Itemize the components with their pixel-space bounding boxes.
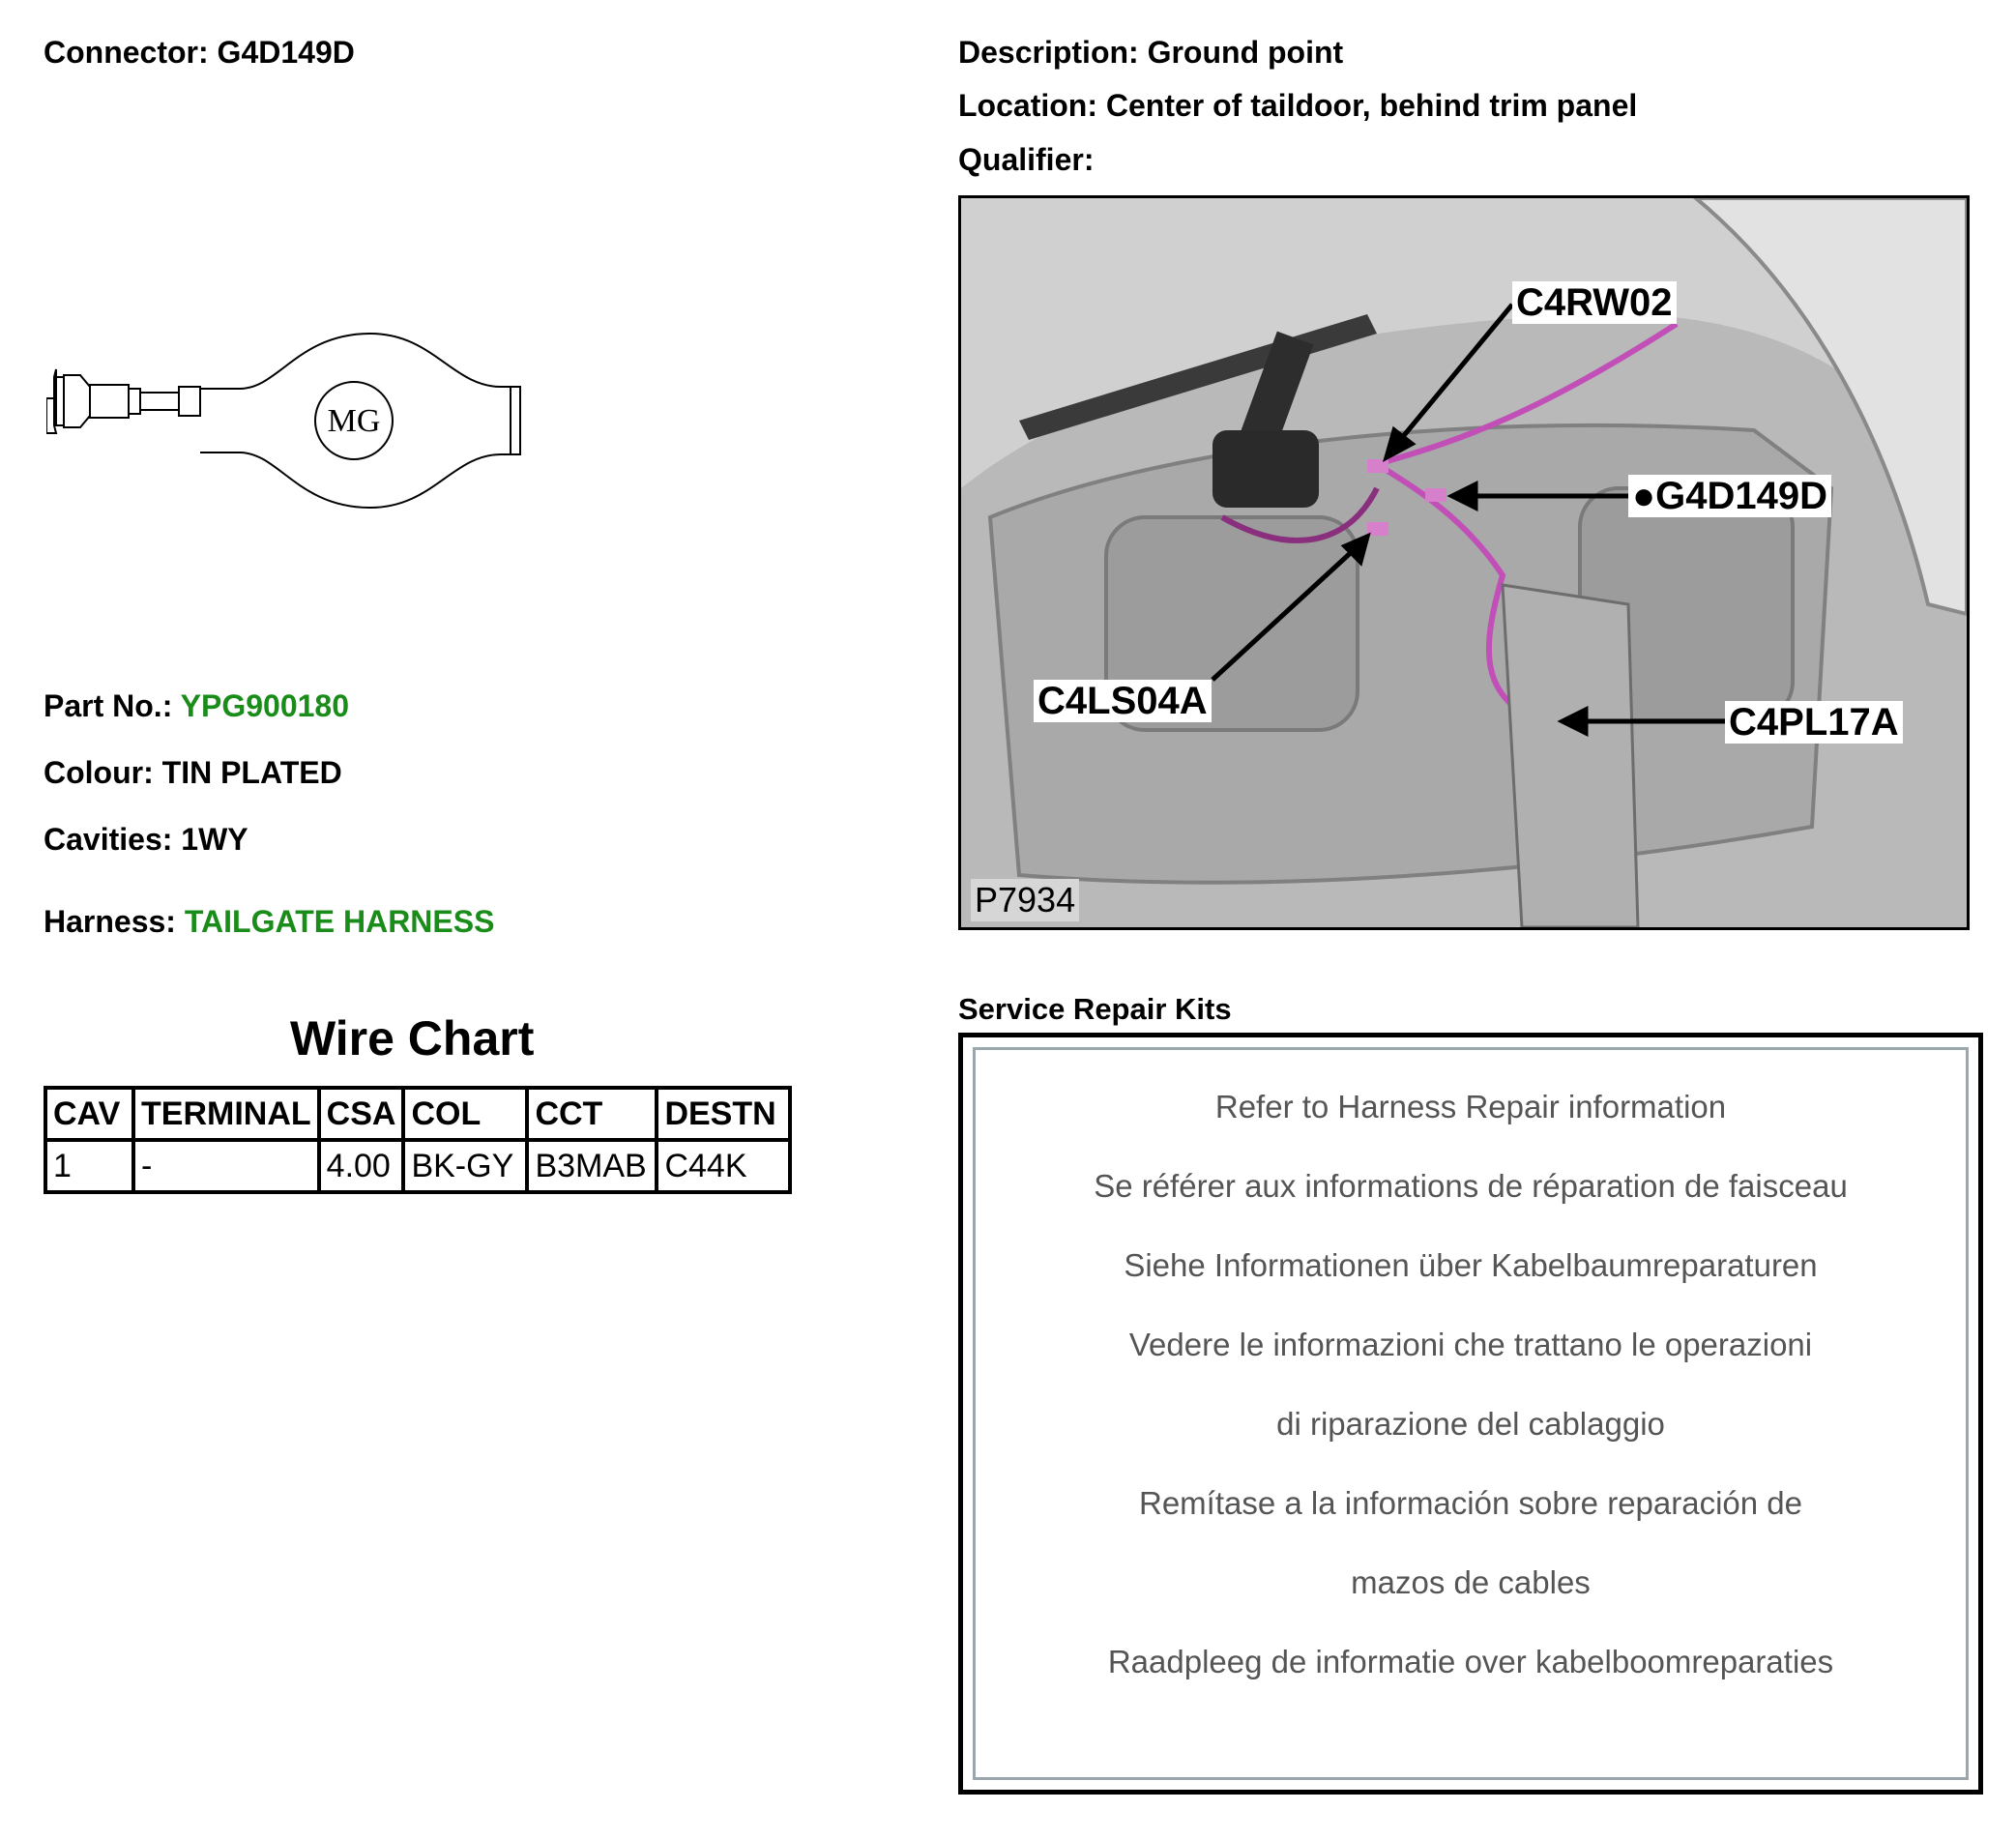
location-label: Location: xyxy=(958,88,1097,123)
colour-label: Colour: xyxy=(44,755,154,790)
colour-value: TIN PLATED xyxy=(161,755,342,790)
description-value: Ground point xyxy=(1147,35,1344,70)
location-photo xyxy=(958,195,1970,930)
header-destn: DESTN xyxy=(657,1088,790,1140)
header-csa: CSA xyxy=(319,1088,404,1140)
tailgate-illustration xyxy=(961,198,1967,927)
harness-link[interactable]: TAILGATE HARNESS xyxy=(184,904,495,939)
part-no-label: Part No.: xyxy=(44,688,173,723)
cell-cav: 1 xyxy=(45,1140,133,1192)
repair-line: Siehe Informationen über Kabelbaumreparaturen xyxy=(1124,1247,1818,1283)
repair-line: di riparazione del cablaggio xyxy=(1276,1406,1665,1442)
description-line xyxy=(958,35,1343,71)
callout-g4d149d: ●G4D149D xyxy=(1628,475,1831,517)
repair-line: Remítase a la información sobre reparación de xyxy=(1138,1485,1803,1521)
service-repair-kits-box xyxy=(958,1033,1983,1795)
cell-cct: B3MAB xyxy=(527,1140,657,1192)
repair-line: Raadpleeg de informatie over kabelboomreparaties xyxy=(1107,1644,1834,1679)
repair-line: Se référer aux informations de réparation de faisceau xyxy=(1094,1168,1848,1204)
part-no-link[interactable]: YPG900180 xyxy=(180,688,350,723)
connector-drawing xyxy=(46,319,540,532)
cavities-line xyxy=(44,822,248,858)
table-row xyxy=(45,1140,790,1192)
colour-line xyxy=(44,755,342,791)
repair-line: Refer to Harness Repair information xyxy=(1214,1089,1727,1124)
location-value: Center of taildoor, behind trim panel xyxy=(1105,88,1638,123)
location-line xyxy=(958,88,1637,124)
harness-label: Harness: xyxy=(44,904,176,939)
wire-chart-header-row xyxy=(45,1088,790,1140)
cell-destn: C44K xyxy=(657,1140,790,1192)
repair-line: Vedere le informazioni che trattano le operazioni xyxy=(1128,1327,1813,1362)
cavities-label: Cavities: xyxy=(44,822,173,857)
connector-drawing-text: MG xyxy=(327,403,381,439)
callout-c4ls04a: C4LS04A xyxy=(1034,680,1212,722)
repair-line: mazos de cables xyxy=(1351,1564,1591,1600)
wire-chart-table xyxy=(44,1086,792,1194)
wire-chart-title: Wire Chart xyxy=(290,1011,535,1065)
cell-col: BK-GY xyxy=(403,1140,527,1192)
connector-line xyxy=(44,35,355,71)
description-label: Description: xyxy=(958,35,1139,70)
header-cct: CCT xyxy=(527,1088,657,1140)
cavities-value: 1WY xyxy=(181,822,248,857)
cell-terminal: - xyxy=(133,1140,319,1192)
callout-c4rw02: C4RW02 xyxy=(1512,281,1677,324)
harness-line xyxy=(44,904,494,940)
connector-label: Connector: xyxy=(44,35,209,70)
service-repair-kits-inner xyxy=(973,1047,1969,1780)
cell-csa: 4.00 xyxy=(319,1140,404,1192)
connector-value: G4D149D xyxy=(217,35,355,70)
part-no-line xyxy=(44,688,349,724)
qualifier-line xyxy=(958,142,1094,178)
service-repair-kits-title: Service Repair Kits xyxy=(958,992,1232,1026)
qualifier-label: Qualifier: xyxy=(958,142,1095,177)
callout-c4pl17a: C4PL17A xyxy=(1725,701,1903,744)
photo-id: P7934 xyxy=(971,879,1079,921)
header-terminal: TERMINAL xyxy=(133,1088,319,1140)
header-cav: CAV xyxy=(45,1088,133,1140)
header-col: COL xyxy=(403,1088,527,1140)
